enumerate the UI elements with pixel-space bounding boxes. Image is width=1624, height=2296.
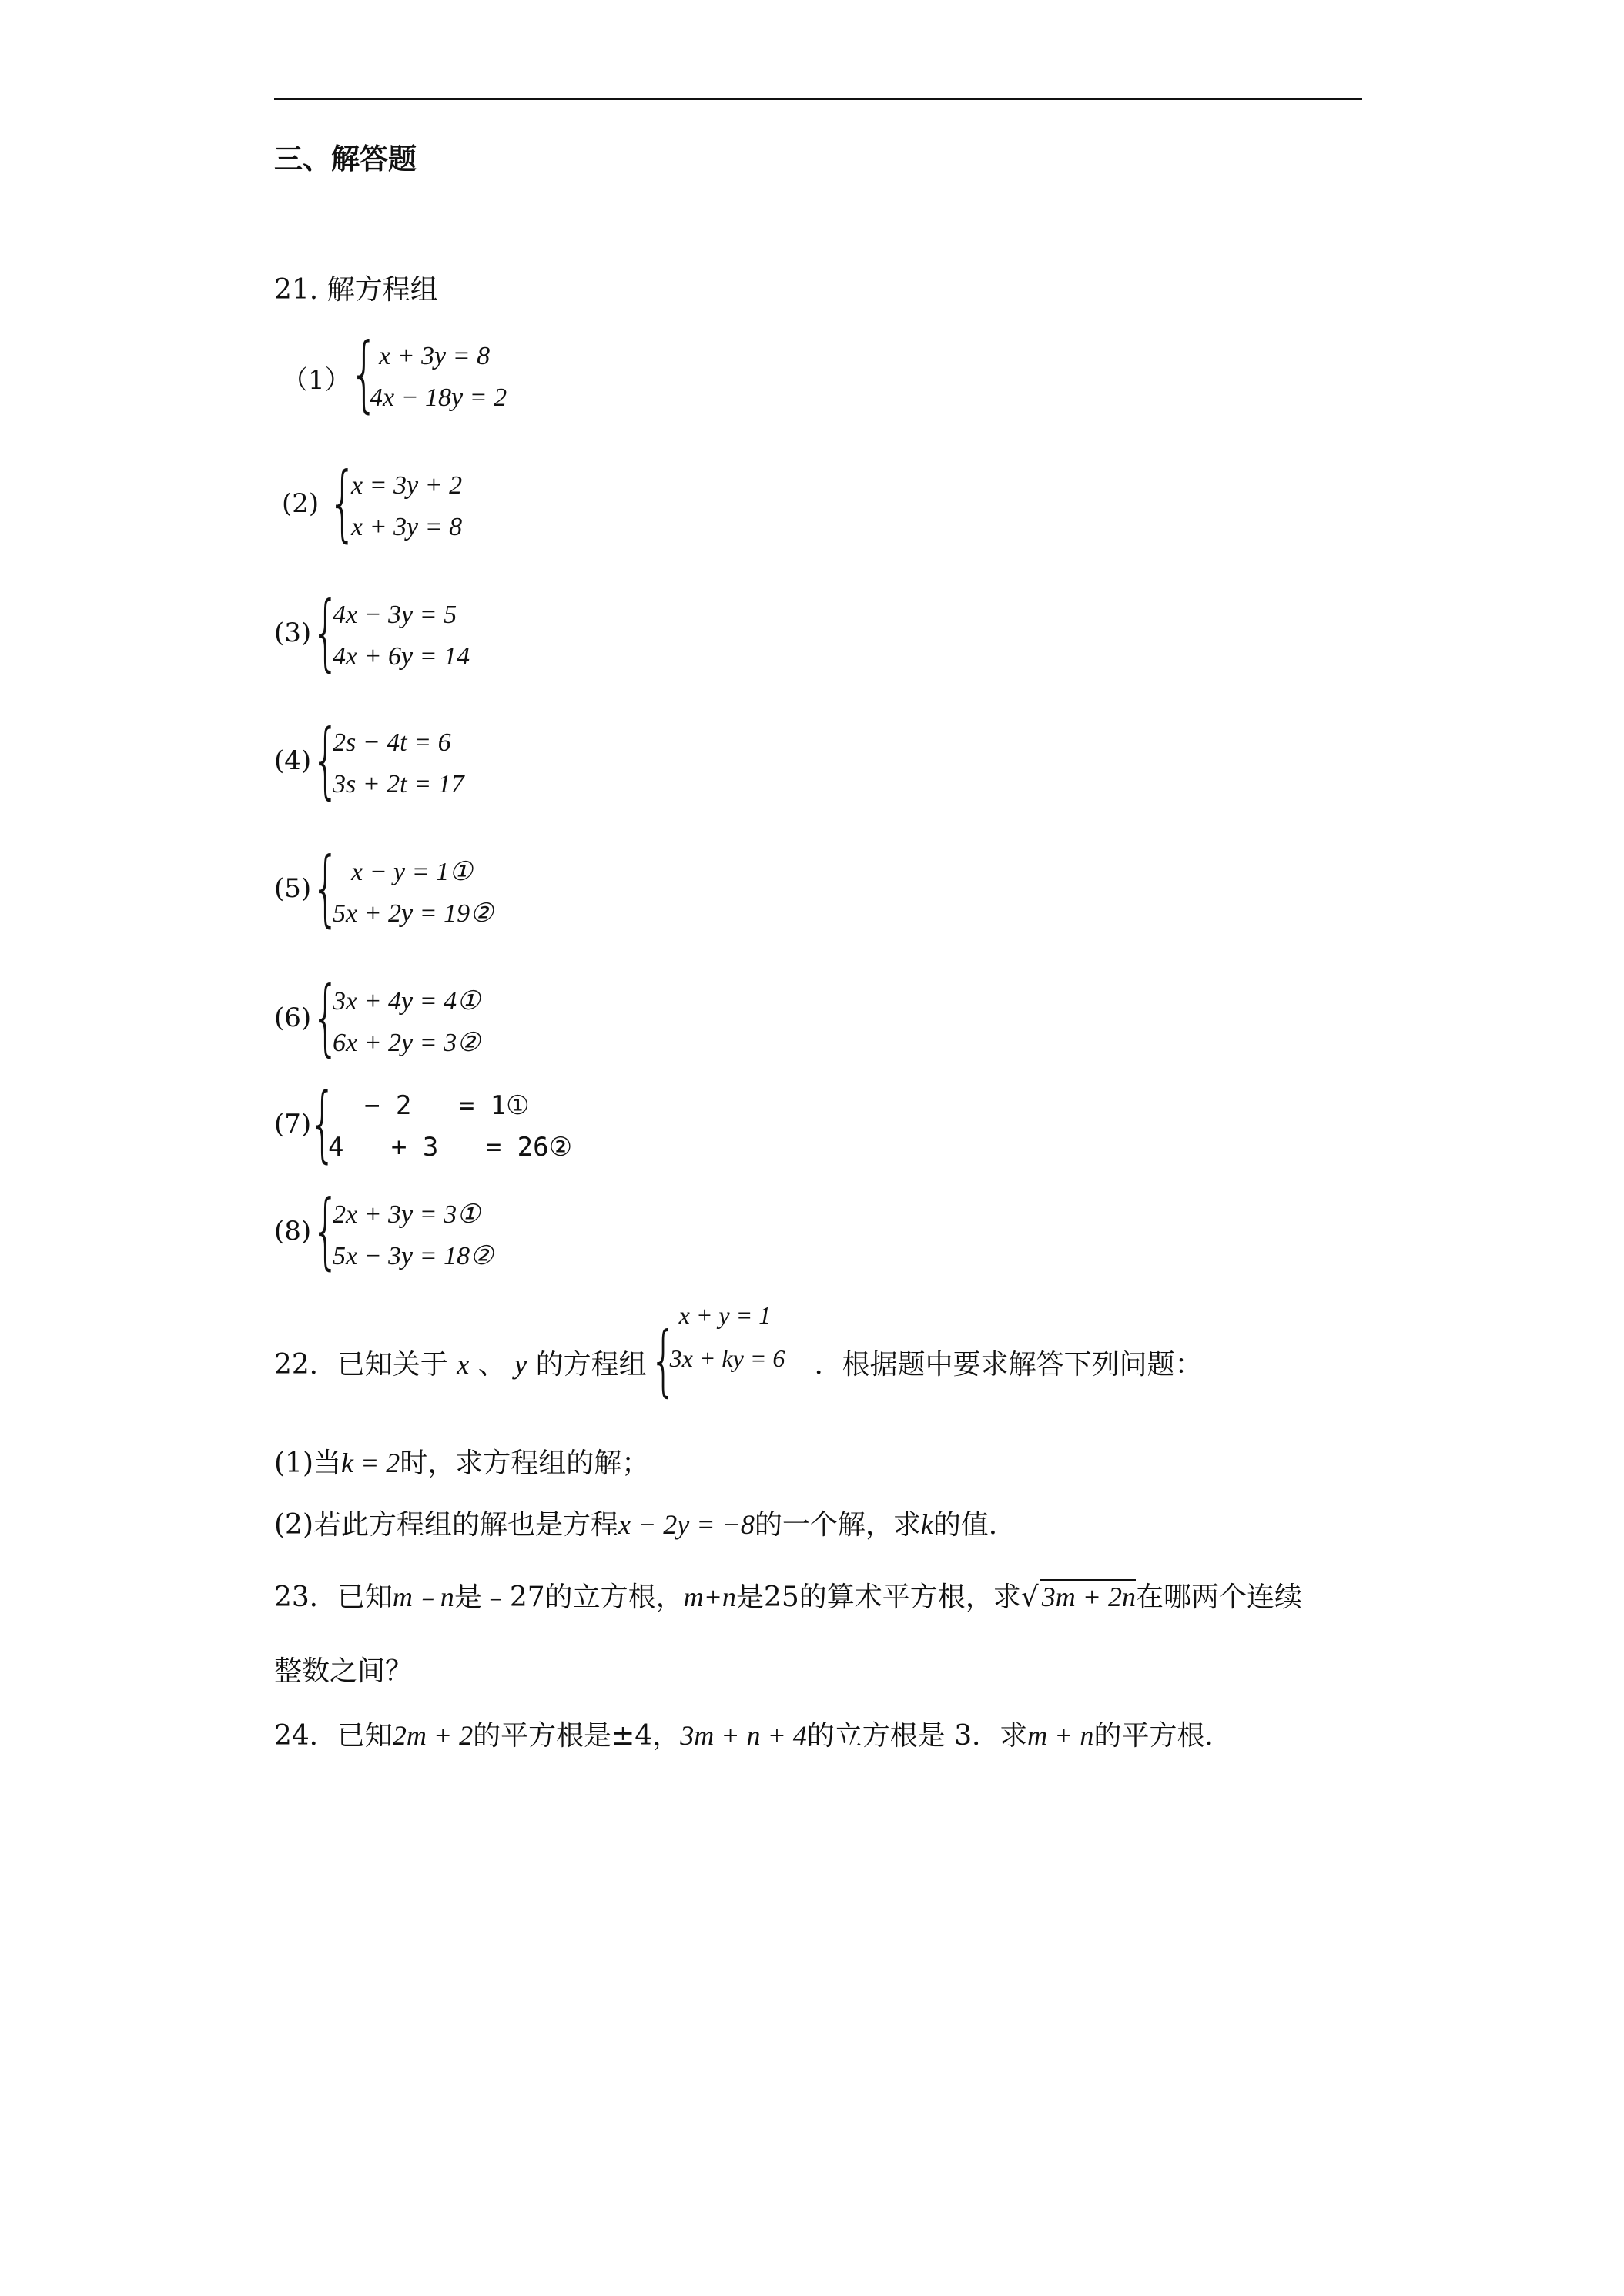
equation-1: 2s − 4t = 6: [333, 728, 451, 757]
equation-1: 3x + 4y = 4①: [333, 987, 481, 1016]
equation-2: 3s + 2t = 17: [333, 770, 464, 798]
header-rule: [274, 98, 1362, 100]
math-expr: m+n: [683, 1581, 736, 1612]
text: 是25的算术平方根，求: [735, 1581, 1021, 1613]
equation-2: 3x + ky = 6: [669, 1344, 785, 1372]
q21-system-3: [274, 584, 582, 684]
equation-1: 2x + 3y = 3①: [333, 1200, 481, 1229]
text: 是﹣27的立方根，: [454, 1581, 684, 1613]
math-expr: k = 2: [341, 1448, 400, 1478]
q21-system-2: [282, 455, 590, 554]
q21-system-4: [274, 712, 582, 812]
q22-system: [649, 1301, 812, 1405]
text: 24．已知: [274, 1720, 393, 1752]
equation-2: 5x + 2y = 19②: [333, 899, 494, 928]
equation-2: 5x − 3y = 18②: [333, 1242, 494, 1270]
text: 的立方根是 3．求: [806, 1720, 1028, 1752]
q21-system-1: [282, 326, 590, 425]
equation-2: 6x + 2y = 3②: [333, 1029, 481, 1057]
q22-stem: [274, 1301, 1203, 1405]
system-label: (2): [282, 488, 320, 519]
left-brace-icon: {: [311, 1183, 340, 1279]
text: (1)当: [274, 1448, 341, 1479]
q21-system-6: [274, 969, 582, 1069]
text: (2)若此方程组的解也是方程: [274, 1509, 618, 1541]
left-brace-icon: {: [311, 712, 340, 808]
q21-system-8: [274, 1183, 582, 1282]
text: 时，求方程组的解；: [400, 1448, 650, 1479]
q23-line-1: [274, 1575, 1302, 1615]
math-expr: 3m + 2n: [1040, 1579, 1136, 1613]
system-label: (8): [274, 1216, 312, 1247]
equation-1: x + y = 1: [678, 1301, 772, 1329]
equation-1: x = 3y + 2: [351, 471, 463, 500]
math-expr: 3m + n + 4: [680, 1720, 807, 1751]
text: 的一个解，求: [754, 1509, 921, 1541]
q21-title: 21. 解方程组: [274, 274, 438, 306]
text: 的平方根是±4，: [473, 1720, 681, 1752]
var-x: x: [457, 1349, 470, 1380]
math-k: k: [920, 1509, 933, 1540]
math-expr: 2m + 2: [392, 1720, 474, 1751]
system-label: (5): [274, 873, 312, 904]
left-brace-icon: {: [311, 969, 340, 1066]
q22-suffix: ．根据题中要求解答下列问题：: [814, 1349, 1203, 1381]
text: 的平方根．: [1093, 1720, 1233, 1752]
sqrt-icon: √: [1020, 1581, 1039, 1613]
equation-1: 4x − 3y = 5: [333, 601, 457, 629]
separator: 、: [477, 1349, 506, 1381]
system-label: (3): [274, 618, 312, 648]
left-brace-icon: {: [311, 584, 340, 681]
system-label: （1）: [282, 365, 351, 396]
math-expr: m﹣n: [392, 1581, 454, 1612]
left-brace-icon: {: [649, 1315, 677, 1405]
equation-1: x + 3y = 8: [379, 342, 491, 370]
q21-system-5: [274, 840, 582, 939]
math-expr: m + n: [1027, 1720, 1094, 1751]
q22-prefix: 22．已知关于: [274, 1349, 448, 1381]
system-label: (7): [274, 1109, 312, 1140]
q22-part-2: [274, 1503, 1016, 1542]
q22-mid: 的方程组: [535, 1349, 647, 1381]
text: 的值．: [933, 1509, 1016, 1541]
left-brace-icon: {: [308, 1076, 337, 1172]
var-y: y: [514, 1349, 527, 1380]
left-brace-icon: {: [350, 326, 379, 422]
math-expr: x − 2y = −8: [618, 1509, 755, 1540]
equation-1: − 2 = 1①: [333, 1090, 530, 1121]
equation-2: 4 + 3 = 26②: [328, 1132, 573, 1163]
left-brace-icon: {: [311, 840, 340, 936]
q23-line-2: 整数之间？: [274, 1655, 414, 1687]
text: 在哪两个连续: [1135, 1581, 1302, 1613]
equation-2: 4x + 6y = 14: [333, 642, 470, 671]
equation-2: 4x − 18y = 2: [370, 383, 507, 412]
equation-2: x + 3y = 8: [351, 513, 463, 541]
q22-part-1: [274, 1441, 649, 1481]
left-brace-icon: {: [328, 455, 357, 551]
text: 23．已知: [274, 1581, 393, 1613]
q24-line: [274, 1714, 1232, 1753]
system-label: (6): [274, 1002, 312, 1033]
q21-system-7: [274, 1076, 582, 1175]
system-label: (4): [274, 745, 312, 776]
section-title: 三、解答题: [274, 142, 417, 176]
equation-1: x − y = 1①: [351, 858, 473, 886]
